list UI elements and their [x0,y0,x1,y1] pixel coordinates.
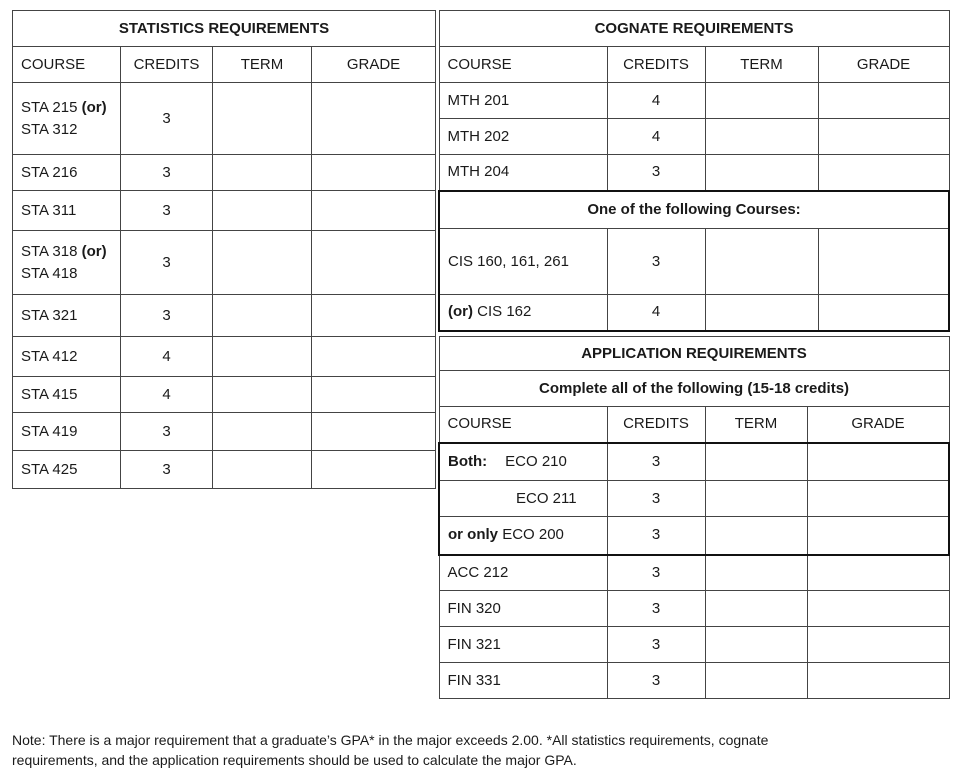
both-label: Both: [448,452,488,470]
cognate-requirements-table [438,10,950,332]
course-code: STA 425 [13,451,121,489]
credits-cell: 3 [607,517,705,555]
grade-cell[interactable] [818,83,949,119]
table-row [13,295,436,337]
course-code: FIN 331 [439,663,607,699]
grade-cell[interactable] [807,555,949,591]
credits-cell: 4 [607,83,705,119]
application-subtitle: Complete all of the following (15-18 credits) [439,371,949,407]
grade-cell[interactable] [312,155,436,191]
grade-cell[interactable] [312,413,436,451]
course-code [439,443,607,481]
grade-cell[interactable] [807,663,949,699]
grade-cell[interactable] [818,155,949,191]
term-cell[interactable] [705,119,818,155]
course-code: STA 311 [13,191,121,231]
term-cell[interactable] [705,627,807,663]
or-label: (or) [448,303,473,321]
course-code-text: ECO 211 [516,489,577,507]
or-label: (or) [81,98,107,116]
credits-cell: 3 [607,443,705,481]
app-header-credits: CREDITS [607,407,705,443]
table-row [439,481,949,517]
grade-cell[interactable] [312,231,436,295]
stat-header-term: TERM [213,47,312,83]
course-code: MTH 202 [439,119,607,155]
credits-cell: 3 [607,481,705,517]
table-row [13,231,436,295]
credits-cell: 3 [121,191,213,231]
stat-course-cell [13,83,121,155]
table-row [439,229,949,295]
table-row [13,191,436,231]
table-row [13,451,436,489]
table-row [439,555,949,591]
term-cell[interactable] [705,229,818,295]
table-row [13,83,436,155]
term-cell[interactable] [213,191,312,231]
course-code: STA 215 [21,98,78,116]
term-cell[interactable] [213,83,312,155]
grade-cell[interactable] [818,119,949,155]
term-cell[interactable] [705,155,818,191]
term-cell[interactable] [213,231,312,295]
stat-header-course: COURSE [13,47,121,83]
grade-cell[interactable] [312,377,436,413]
course-code: MTH 201 [439,83,607,119]
grade-cell[interactable] [312,337,436,377]
term-cell[interactable] [213,295,312,337]
grade-cell[interactable] [807,591,949,627]
table-row [13,155,436,191]
table-row [13,377,436,413]
stat-header-credits: CREDITS [121,47,213,83]
credits-cell: 3 [121,413,213,451]
statistics-requirements-table [12,10,436,489]
credits-cell: 3 [121,155,213,191]
table-row [439,517,949,555]
gpa-note [12,730,952,770]
credits-cell: 3 [121,231,213,295]
note-line-1: Note: There is a major requirement that a graduate’s GPA* in the major exceeds 2.00. *All statistics requirements, cognate [12,732,769,748]
credits-cell: 3 [607,627,705,663]
term-cell[interactable] [213,451,312,489]
grade-cell[interactable] [807,517,949,555]
choice-title: One of the following Courses: [439,191,949,229]
course-code: STA 418 [21,264,78,282]
application-requirements-table [438,336,950,699]
cog-header-grade: GRADE [818,47,949,83]
course-code: STA 419 [13,413,121,451]
credits-cell: 4 [607,119,705,155]
credits-cell: 3 [607,155,705,191]
course-code [439,481,607,517]
course-code: MTH 204 [439,155,607,191]
credits-cell: 3 [121,83,213,155]
table-row [439,155,949,191]
cog-header-course: COURSE [439,47,607,83]
table-row [439,83,949,119]
credits-cell: 4 [121,377,213,413]
credits-cell: 3 [607,591,705,627]
credits-cell: 4 [121,337,213,377]
note-line-2: requirements, and the application requirements should be used to calculate the major GPA. [12,752,577,768]
table-row [439,119,949,155]
table-row [439,663,949,699]
cog-header-credits: CREDITS [607,47,705,83]
course-code [439,295,607,331]
term-cell[interactable] [213,337,312,377]
statistics-title: STATISTICS REQUIREMENTS [13,11,436,47]
term-cell[interactable] [213,155,312,191]
application-title: APPLICATION REQUIREMENTS [439,337,949,371]
table-row [439,591,949,627]
credits-cell: 3 [121,451,213,489]
or-only-label: or only [448,526,499,544]
cognate-title: COGNATE REQUIREMENTS [439,11,949,47]
stat-course-cell [13,231,121,295]
term-cell[interactable] [705,443,807,481]
grade-cell[interactable] [807,481,949,517]
course-code: ACC 212 [439,555,607,591]
grade-cell[interactable] [807,443,949,481]
table-row [439,443,949,481]
course-code: FIN 320 [439,591,607,627]
course-code-text: ECO 200 [502,526,564,544]
grade-cell[interactable] [312,83,436,155]
term-cell[interactable] [213,377,312,413]
course-code: STA 412 [13,337,121,377]
term-cell[interactable] [705,663,807,699]
table-row [439,295,949,331]
credits-cell: 3 [121,295,213,337]
term-cell[interactable] [213,413,312,451]
course-code [439,229,607,295]
grade-cell[interactable] [312,191,436,231]
term-cell[interactable] [705,591,807,627]
course-code: STA 312 [21,120,78,138]
table-row [13,413,436,451]
course-code-text: ECO 210 [505,452,567,470]
cog-header-term: TERM [705,47,818,83]
grade-cell[interactable] [807,627,949,663]
term-cell[interactable] [705,517,807,555]
course-code [439,517,607,555]
term-cell[interactable] [705,295,818,331]
stat-header-grade: GRADE [312,47,436,83]
credits-cell: 3 [607,555,705,591]
credits-cell: 4 [607,295,705,331]
course-code: STA 318 [21,242,78,260]
credits-cell: 3 [607,229,705,295]
course-code-text: CIS 160, 161, 261 [448,252,569,270]
grade-cell[interactable] [312,451,436,489]
course-code: STA 415 [13,377,121,413]
table-row [439,627,949,663]
grade-cell[interactable] [818,229,949,295]
course-code: STA 216 [13,155,121,191]
or-label: (or) [81,242,107,260]
credits-cell: 3 [607,663,705,699]
app-header-course: COURSE [439,407,607,443]
term-cell[interactable] [705,83,818,119]
grade-cell[interactable] [312,295,436,337]
course-code: FIN 321 [439,627,607,663]
course-code-text: CIS 162 [477,303,532,321]
term-cell[interactable] [705,555,807,591]
app-header-grade: GRADE [807,407,949,443]
grade-cell[interactable] [818,295,949,331]
course-code: STA 321 [13,295,121,337]
term-cell[interactable] [705,481,807,517]
app-header-term: TERM [705,407,807,443]
table-row [13,337,436,377]
